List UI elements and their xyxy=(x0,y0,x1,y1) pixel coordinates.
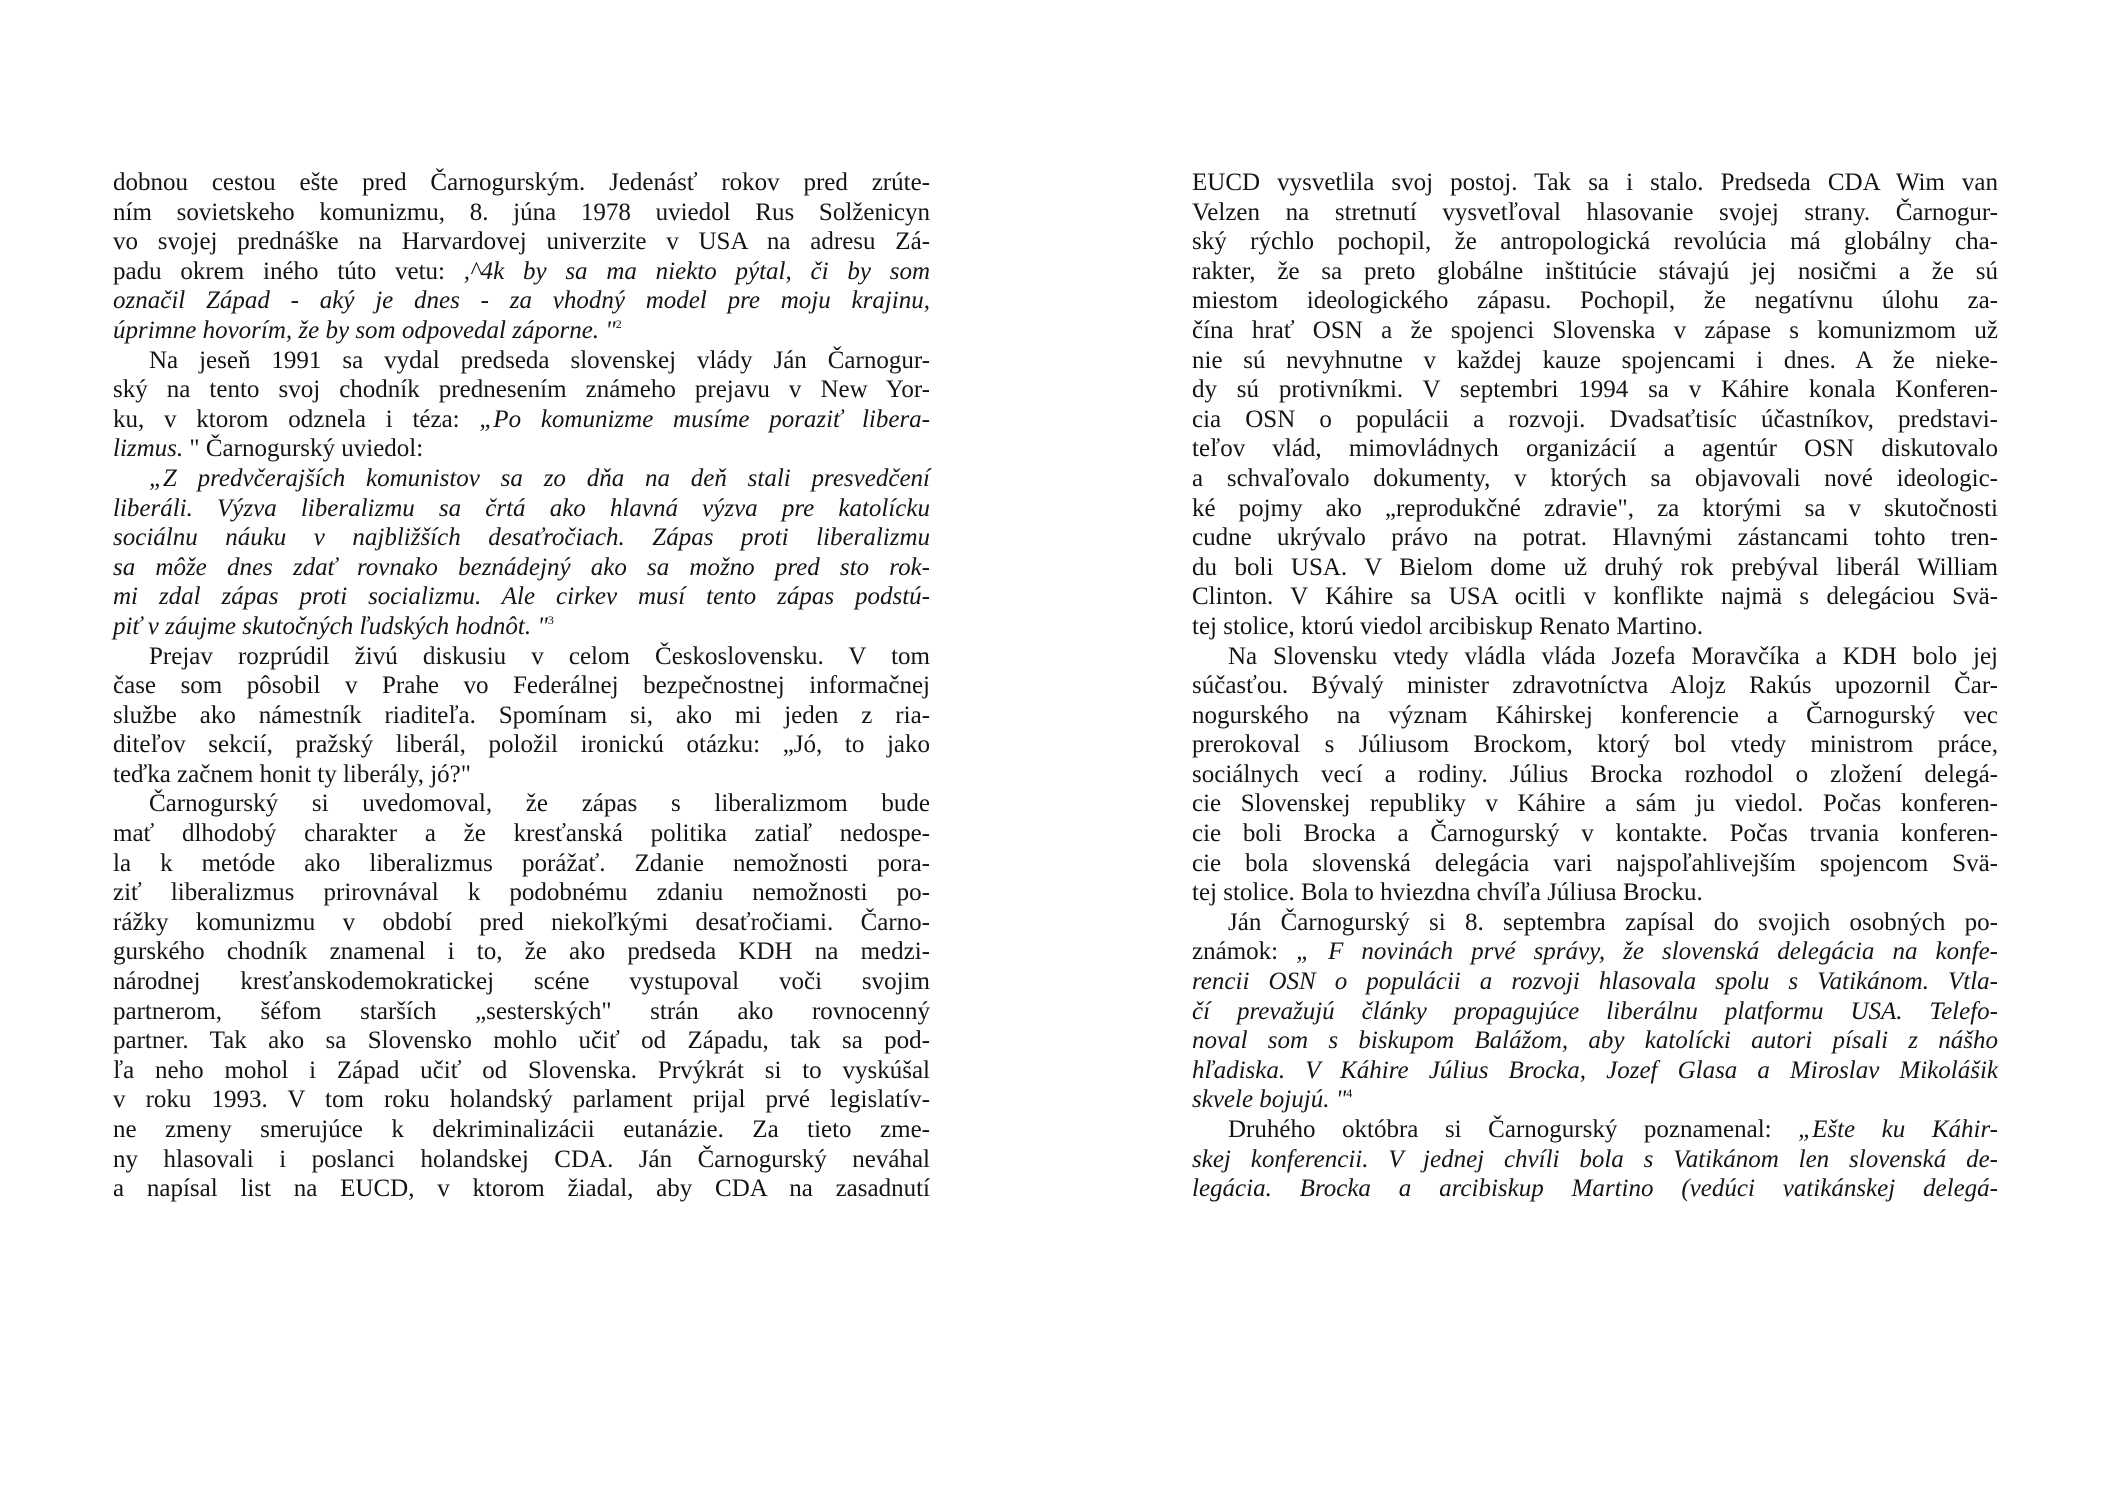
text-run: legácia. Brocka a arcibiskup Martino (vedúci vatikánskej delegá- xyxy=(1192,1175,1998,1203)
text-run: cudne ukrývalo právo na potrat. Hlavnými zástancami tohto tren- xyxy=(1192,524,1998,552)
text-line xyxy=(1192,1085,1998,1115)
text-run: ziť liberalizmus prirovnával k podobnému zdaniu nemožnosti po- xyxy=(113,879,930,907)
text-line xyxy=(1192,316,1998,346)
text-run: liberáli. Výzva liberalizmu sa črtá ako hlavná výzva pre katolícku xyxy=(113,494,930,522)
text-line xyxy=(1192,701,1998,731)
text-run: čína hrať OSN a že spojenci Slovenska v zápase s komunizmom už xyxy=(1192,316,1998,344)
text-line xyxy=(113,198,930,228)
text-run: Velzen na stretnutí vysvetľoval hlasovanie svojej strany. Čarnogur- xyxy=(1192,198,1998,226)
text-run: dobnou cestou ešte pred Čarnogurským. Jedenásť rokov pred zrúte- xyxy=(113,169,930,196)
text-run: „Ešte ku Káhir- xyxy=(1798,1116,1998,1143)
text-run: rencii OSN o populácii a rozvoji hlasovala spolu s Vatikánom. Vtla- xyxy=(1192,968,1998,996)
text-run: Na Slovensku vtedy vládla vláda Jozefa Moravčíka a KDH bolo jej xyxy=(1228,642,1998,670)
text-line xyxy=(1192,553,1998,583)
text-line xyxy=(113,1115,930,1145)
text-run: EUCD vysvetlila svoj postoj. Tak sa i stalo. Predseda CDA Wim van xyxy=(1192,169,1998,196)
text-run: Druhého októbra si Čarnogurský poznamenal: xyxy=(1228,1116,1799,1143)
text-run: teďka začnem honit ty liberály, jó?" xyxy=(113,760,471,788)
text-run: cie Slovenskej republiky v Káhire a sám ju viedol. Počas konferen- xyxy=(1192,790,1998,818)
left-page xyxy=(113,168,930,1204)
text-line xyxy=(1192,789,1998,819)
text-run: nogurského na význam Káhirskej konferencie a Čarnogurský vec xyxy=(1192,701,1998,729)
text-run: v roku 1993. V tom roku holandský parlament prijal prvé legislatív- xyxy=(113,1086,930,1114)
text-run: označil Západ - aký je dnes - za vhodný model pre moju krajinu, xyxy=(113,287,930,315)
text-line xyxy=(1192,612,1998,642)
text-run: Prejav rozprúdil živú diskusiu v celom Československu. V tom xyxy=(149,642,930,670)
text-run: ľa neho mohol i Západ učiť od Slovenska. Prvýkrát si to vyskúšal xyxy=(113,1056,930,1084)
text-line xyxy=(113,1085,930,1115)
text-line xyxy=(113,908,930,938)
text-line xyxy=(1192,642,1998,672)
text-line xyxy=(1192,878,1998,908)
text-run: gurského chodník znamenal i to, že ako predseda KDH na medzi- xyxy=(113,938,930,966)
text-line xyxy=(113,760,930,790)
text-run: čí prevažujú články propagujúce liberálnu platformu USA. Telefo- xyxy=(1192,997,1998,1025)
text-run: čase som pôsobil v Prahe vo Federálnej bezpečnostnej informačnej xyxy=(113,672,930,700)
text-line xyxy=(113,168,930,198)
text-run: ním sovietskeho komunizmu, 8. júna 1978 uviedol Rus Solženicyn xyxy=(113,198,930,226)
text-line xyxy=(1192,257,1998,287)
text-line xyxy=(1192,464,1998,494)
text-line xyxy=(113,671,930,701)
text-line xyxy=(113,612,930,642)
text-run: a napísal list na EUCD, v ktorom žiadal, aby CDA na zasadnutí xyxy=(113,1175,930,1203)
text-line xyxy=(113,286,930,316)
text-run: „ F novinách prvé správy, že slovenská delegácia na konfe- xyxy=(1296,938,1998,966)
text-run: skvele bojujú. " xyxy=(1192,1086,1347,1114)
text-line xyxy=(1192,997,1998,1027)
text-run: a schvaľovalo dokumenty, v ktorých sa objavovali nové ideologic- xyxy=(1192,464,1998,492)
text-line xyxy=(113,464,930,494)
text-line xyxy=(113,1026,930,1056)
text-line xyxy=(113,405,930,435)
text-run: ku, v ktorom odznela i téza: xyxy=(113,405,480,433)
text-line xyxy=(113,1145,930,1175)
text-line xyxy=(1192,1174,1998,1204)
text-run: cie boli Brocka a Čarnogurský v kontakte. Počas trvania konferen- xyxy=(1192,820,1998,848)
text-run: tej stolice. Bola to hviezdna chvíľa Júliusa Brocku. xyxy=(1192,879,1703,907)
text-run: Ján Čarnogurský si 8. septembra zapísal do svojich osobných po- xyxy=(1228,908,1998,936)
text-line xyxy=(113,1174,930,1204)
text-line xyxy=(113,494,930,524)
text-line xyxy=(1192,908,1998,938)
text-line xyxy=(1192,819,1998,849)
text-line xyxy=(113,997,930,1027)
text-line xyxy=(1192,1115,1998,1145)
text-line xyxy=(1192,582,1998,612)
text-run: rážky komunizmu v období pred niekoľkými desaťročiami. Čarno- xyxy=(113,908,930,936)
text-run: ,^4k by sa ma niekto pýtal, či by som xyxy=(463,257,931,285)
text-line xyxy=(113,730,930,760)
text-run: cie bola slovenská delegácia vari najspoľahlivejším spojencom Svä- xyxy=(1192,849,1998,877)
text-run: partnerom, šéfom starších „sesterských" strán ako rovnocenný xyxy=(113,997,930,1025)
text-line xyxy=(113,1056,930,1086)
footnote-marker: 4 xyxy=(1346,1086,1353,1101)
text-line xyxy=(1192,375,1998,405)
footnote-marker: 2 xyxy=(615,316,622,331)
text-line xyxy=(1192,937,1998,967)
text-line xyxy=(113,257,930,287)
text-line xyxy=(1192,405,1998,435)
text-run: Na jeseň 1991 sa vydal predseda slovenskej vlády Ján Čarnogur- xyxy=(149,346,930,374)
text-run: noval som s biskupom Balážom, aby katolícki autori písali z nášho xyxy=(1192,1027,1998,1055)
text-run: súčasťou. Bývalý minister zdravotníctva Alojz Rakús upozornil Čar- xyxy=(1192,672,1998,700)
text-line xyxy=(113,553,930,583)
text-run: dy sú protivníkmi. V septembri 1994 sa v Káhire konala Konferen- xyxy=(1192,376,1998,404)
text-run: hľadiska. V Káhire Július Brocka, Jozef Glasa a Miroslav Mikolášik xyxy=(1192,1056,1998,1084)
text-line xyxy=(113,819,930,849)
text-line xyxy=(113,642,930,672)
text-run: prerokoval s Júliusom Brockom, ktorý bol vtedy ministrom práce, xyxy=(1192,731,1998,759)
text-run: ny hlasovali i poslanci holandskej CDA. Ján Čarnogurský neváhal xyxy=(113,1145,930,1173)
text-line xyxy=(1192,227,1998,257)
text-line xyxy=(1192,760,1998,790)
text-run: miestom ideologického zápasu. Pochopil, že negatívnu úlohu za- xyxy=(1192,287,1998,315)
text-run: sociálnu náuku v najbližších desaťročiach. Zápas proti liberalizmu xyxy=(113,524,930,552)
text-line xyxy=(1192,523,1998,553)
text-line xyxy=(113,523,930,553)
text-run: du boli USA. V Bielom dome už druhý rok prebýval liberál William xyxy=(1192,553,1998,581)
text-run: skej konferencii. V jednej chvíli bola s Vatikánom len slovenská de- xyxy=(1192,1145,1998,1173)
text-line xyxy=(113,789,930,819)
text-run: nie sú nevyhnutne v každej kauze spojencami i dnes. A že nieke- xyxy=(1192,346,1998,374)
text-run: ké pojmy ako „reprodukčné zdravie", za ktorými sa v skutočnosti xyxy=(1192,494,1998,522)
text-line xyxy=(113,967,930,997)
text-line xyxy=(113,937,930,967)
text-run: ne zmeny smerujúce k dekriminalizácii eutanázie. Za tieto zme- xyxy=(113,1116,930,1143)
text-run: Clinton. V Káhire sa USA ocitli v konflikte najmä s delegáciou Svä- xyxy=(1192,583,1998,611)
text-line xyxy=(1192,671,1998,701)
text-run: známok: xyxy=(1192,938,1297,966)
text-run: rakter, že sa preto globálne inštitúcie stávajú jej nosičmi a že sú xyxy=(1192,257,1998,285)
text-run: úprimne hovorím, že by som odpovedal záporne. " xyxy=(113,316,616,344)
text-run: ský rýchlo pochopil, že antropologická revolúcia má globálny cha- xyxy=(1192,228,1998,256)
text-line xyxy=(1192,346,1998,376)
text-run: Čarnogurský si uvedomoval, že zápas s liberalizmom bude xyxy=(149,790,930,818)
text-line xyxy=(1192,1026,1998,1056)
text-line xyxy=(1192,730,1998,760)
text-run: službe ako námestník riaditeľa. Spomínam si, ako mi jeden z ria- xyxy=(113,701,930,729)
text-run: „Z predvčerajších komunistov sa zo dňa na deň stali presvedčení xyxy=(149,464,930,492)
text-run: partner. Tak ako sa Slovensko mohlo učiť od Západu, tak sa pod- xyxy=(113,1027,930,1055)
text-line xyxy=(113,346,930,376)
text-run: vo svojej prednáške na Harvardovej univerzite v USA na adresu Zá- xyxy=(113,228,930,256)
text-run: mi zdal zápas proti socializmu. Ale cirkev musí tento zápas podstú- xyxy=(113,583,930,611)
text-line xyxy=(1192,434,1998,464)
text-run: mať dlhodobý charakter a že kresťanská politika zatiaľ nedospe- xyxy=(113,820,930,848)
text-run: padu okrem iného túto vetu: xyxy=(113,257,464,285)
text-line xyxy=(1192,1056,1998,1086)
text-line xyxy=(1192,286,1998,316)
text-line xyxy=(113,849,930,879)
text-line xyxy=(113,582,930,612)
text-run: piť v záujme skutočných ľudských hodnôt. " xyxy=(113,612,548,640)
text-run: lizmus. xyxy=(113,435,184,463)
text-line xyxy=(1192,494,1998,524)
text-run: sociálnych vecí a rodiny. Július Brocka rozhodol o zložení delegá- xyxy=(1192,760,1998,788)
text-line xyxy=(1192,849,1998,879)
text-run: " Čarnogurský uviedol: xyxy=(183,435,424,463)
text-line xyxy=(1192,198,1998,228)
text-line xyxy=(113,316,930,346)
text-line xyxy=(1192,168,1998,198)
text-run: la k metóde ako liberalizmus porážať. Zdanie nemožnosti pora- xyxy=(113,849,930,877)
text-line xyxy=(1192,967,1998,997)
text-line xyxy=(113,434,930,464)
right-page xyxy=(1192,168,1998,1204)
text-run: ský na tento svoj chodník prednesením známeho prejavu v New Yor- xyxy=(113,376,930,404)
text-line xyxy=(113,227,930,257)
text-run: tej stolice, ktorú viedol arcibiskup Renato Martino. xyxy=(1192,612,1703,640)
text-run: národnej kresťanskodemokratickej scéne vystupoval voči svojim xyxy=(113,968,930,996)
text-line xyxy=(113,878,930,908)
footnote-marker: 3 xyxy=(547,612,554,627)
text-run: teľov vlád, mimovládnych organizácií a agentúr OSN diskutovalo xyxy=(1192,435,1998,463)
text-line xyxy=(113,701,930,731)
text-run: diteľov sekcií, pražský liberál, položil ironickú otázku: „Jó, to jako xyxy=(113,731,930,759)
text-run: „Po komunizme musíme poraziť libera- xyxy=(479,405,930,433)
text-run: cia OSN o populácii a rozvoji. Dvadsaťtisíc účastníkov, predstavi- xyxy=(1192,405,1998,433)
text-line xyxy=(1192,1145,1998,1175)
text-run: sa môže dnes zdať rovnako beznádejný ako sa možno pred sto rok- xyxy=(113,553,930,581)
text-line xyxy=(113,375,930,405)
